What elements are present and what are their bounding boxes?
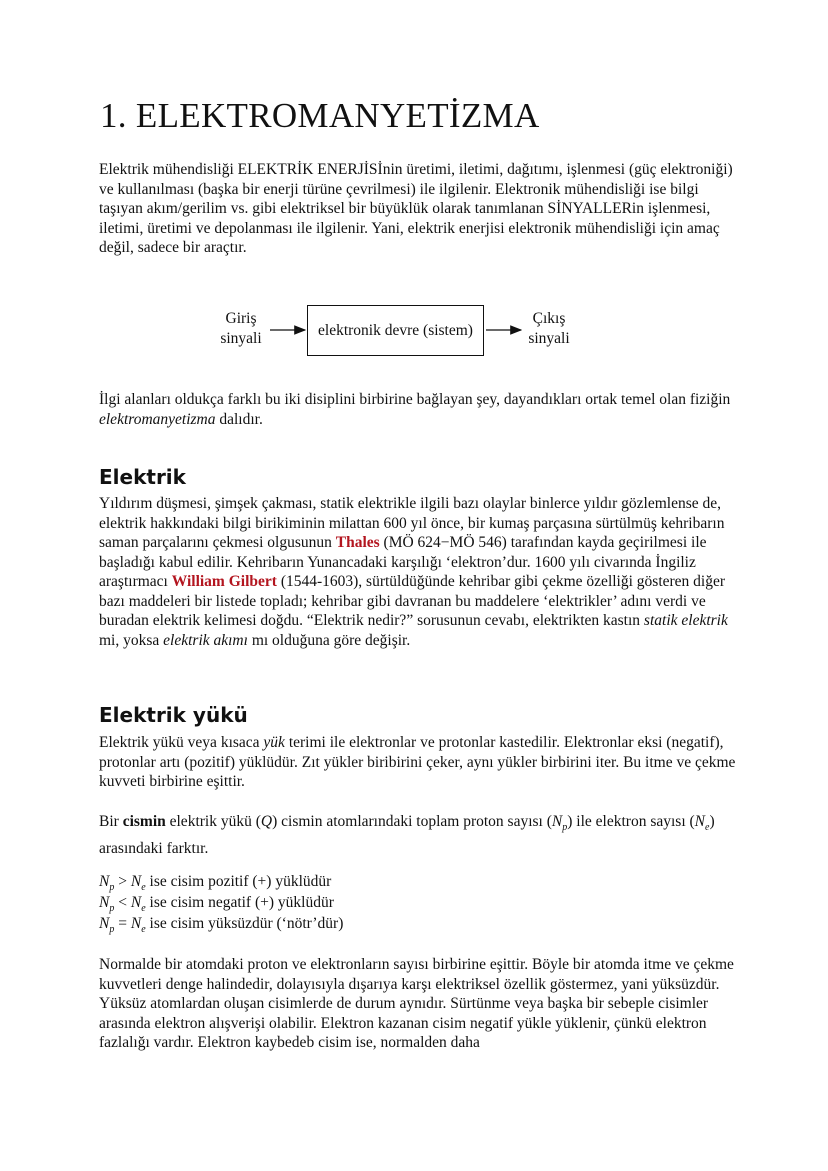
charge-paragraph-3: Normalde bir atomdaki proton ve elektronların sayısı birbirine eşittir. Böyle bir atomda itme ve çekme kuvvetleri denge halindedir, dolayısıyla dışarıya karşı elektriksel özellik göstermez, yani yüksüzdür. Yüksüz atomlardan oluşan cisimlerde de durum aynıdır. Sürtünme veya başka bir sebeple cisimler arasında elektron alışverişi olabilir. Elektron kazanan cisim negatif yükle yüklenir, çünkü elektron fazlalığı vardır. Elektron kaybedeb cisim ise, normalden daha (99, 956, 734, 1051)
charge-term: yük (263, 734, 285, 751)
system-box-label: elektronik devre (sistem) (318, 321, 473, 339)
electron-count-symbol: $N_e$ (694, 813, 710, 834)
link-paragraph: İlgi alanları oldukça farklı bu iki disiplini birbirine bağlayan şey, dayandıkları ortak temel olan fiziğin elektromanyetizma dalıdır. (99, 391, 731, 428)
static-electricity-term: statik elektrik (643, 612, 728, 629)
system-box (307, 305, 484, 356)
intro-paragraph: Elektrik mühendisliği ELEKTRİK ENERJİSİnin üretimi, iletimi, dağıtımı, işlenmesi (güç elektroniği) ve kullanılması (başka bir enerji türüne çevrilmesi) ile ilgilenir. Elektronik mühendisliği ise bilgi taşıyan akım/gerilim vs. gibi elektriksel bir büyüklük olarak tanımlanan SİNYALLERin işlenmesi, iletimi, üretimi ve depolanması ile ilgilenir. Yani, elektrik enerjisi elektronik mühendisliği için amaç değil, sadece bir araçtır. (99, 161, 733, 256)
output-label-line1: Çıkış (532, 310, 566, 327)
electric-current-term: elektrik akımı (163, 631, 248, 649)
gilbert-name: William Gilbert (171, 573, 277, 590)
section-heading-elektrik-yuku: Elektrik yükü (99, 703, 248, 727)
condition-positive: $N_p > N_e$ ise cisim pozitif (+) yüklüdür (99, 873, 332, 894)
input-label-line1: Giriş (225, 310, 257, 327)
section-heading-elektrik: Elektrik (99, 465, 186, 489)
thales-name: Thales (335, 534, 380, 551)
output-signal-label (522, 309, 576, 348)
body-term: cismin (122, 813, 166, 830)
elektrik-paragraph: Yıldırım düşmesi, şimşek çakması, statik elektrikle ilgili bazı olaylar binlerce yıldır gözlemlense de, elektrik hakkındaki bilgi birikiminin milattan 600 yıl önce, bir kumaş parçasına sürtülmüş kehribarın saman parçalarını çekmesi olgusunun Thales (MÖ 624−MÖ 546) tarafından kayda geçirilmesi ile başladığı kabul edilir. Kehribarın Yunancadaki karşılığı ‘elektron’dur. 1600 yılı civarında İngiliz araştırmacı William Gilbert (1544-1603), sürtüldüğünde kehribar gibi çekme özelliği gösteren diğer bazı maddeleri bir listede topladı; kehribar gibi davranan bu maddelere ‘elektrikler’ adını verdi ve buradan elektrik kelimesi doğdu. “Elektrik nedir?” sorusunun cevabı, elektrikten kastın statik elektrik mi, yoksa elektrik akımı mı olduğuna göre değişir. (99, 495, 728, 649)
electromagnetism-term: elektromanyetizma (99, 410, 216, 428)
charge-paragraph-1: Elektrik yükü veya kısaca yük terimi ile elektronlar ve protonlar kastedilir. Elektronlar eksi (negatif), protonlar artı (pozitif) yüklüdür. Zıt yükler biribirini çeker, aynı yükler birbirini iter. Bu itme ve çekme kuvveti birbirine eşittir. (99, 734, 736, 790)
condition-neutral: $N_p = N_e$ ise cisim yüksüzdür (‘nötr’dür) (99, 915, 344, 936)
signal-flow-diagram (0, 300, 828, 364)
charge-paragraph-2: Bir cismin elektrik yükü (Q) cismin atomlarındaki toplam proton sayısı $(N_p)$ ile elektron sayısı $(N_e)$ arasındaki farktır. (99, 813, 715, 858)
output-label-line2: sinyali (528, 329, 570, 347)
page-title: 1. ELEKTROMANYETİZMA (100, 96, 540, 135)
condition-negative: $N_p < N_e$ ise cisim negatif (+) yüklüdür (99, 894, 334, 915)
proton-count-symbol: $N_p$ (551, 813, 568, 834)
input-label-line2: sinyali (220, 329, 262, 347)
charge-symbol: Q (260, 813, 273, 830)
